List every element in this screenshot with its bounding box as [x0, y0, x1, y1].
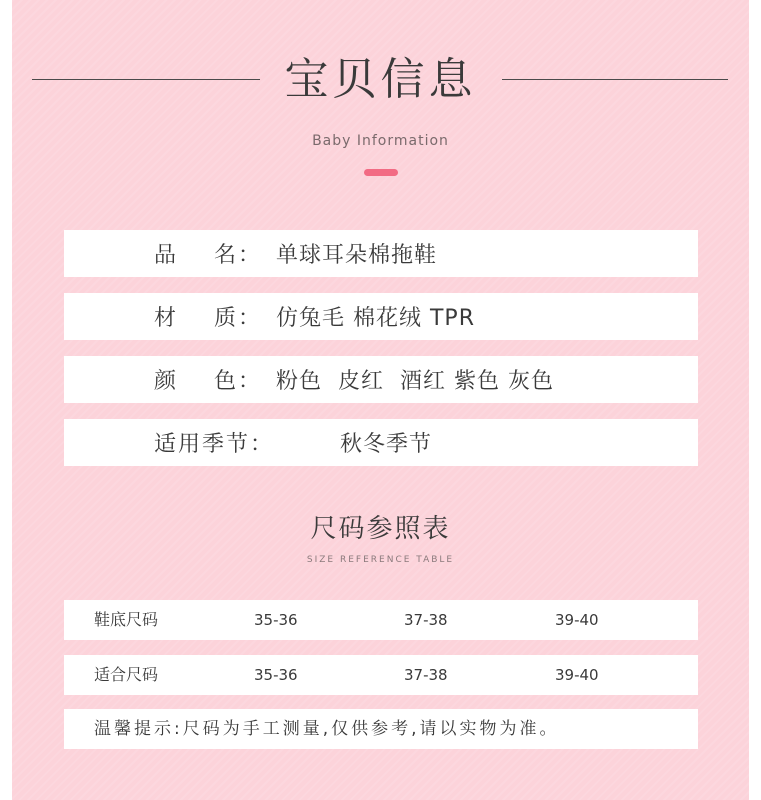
- info-row-material: [64, 293, 698, 340]
- info-row-name: [64, 230, 698, 277]
- size-section-title: 尺码参照表: [310, 514, 451, 544]
- size-cell: 35-36: [254, 666, 298, 684]
- product-info-panel: [12, 0, 749, 800]
- info-value: 粉色 皮红 酒红 紫色 灰色: [276, 369, 554, 394]
- size-note: [64, 709, 698, 749]
- size-cell: 39-40: [555, 666, 599, 684]
- size-cell: 35-36: [254, 611, 298, 629]
- page-subtitle: Baby Information: [312, 133, 449, 149]
- info-label: 适用季节：: [154, 432, 275, 457]
- info-label: 材 质：: [154, 306, 262, 331]
- info-label: 颜 色：: [154, 369, 262, 394]
- size-cell: 39-40: [555, 611, 599, 629]
- info-row-color: [64, 356, 698, 403]
- info-value: 仿兔毛 棉花绒 TPR: [276, 306, 475, 331]
- size-row-label: 鞋底尺码: [94, 610, 159, 629]
- size-section-subtitle: SIZE REFERENCE TABLE: [306, 555, 455, 565]
- size-cell: 37-38: [404, 666, 448, 684]
- page-title: 宝贝信息: [284, 54, 477, 105]
- accent-bar: [364, 169, 398, 176]
- size-cell: 37-38: [404, 611, 448, 629]
- size-note-text: 温馨提示:尺码为手工测量,仅供参考,请以实物为准。: [94, 719, 560, 739]
- info-value: 秋冬季节: [340, 432, 433, 457]
- size-row-label: 适合尺码: [94, 665, 159, 684]
- info-value: 单球耳朵棉拖鞋: [276, 243, 438, 268]
- table-row: [64, 600, 698, 640]
- info-label: 品 名：: [154, 243, 262, 268]
- table-row: [64, 655, 698, 695]
- info-row-season: [64, 419, 698, 466]
